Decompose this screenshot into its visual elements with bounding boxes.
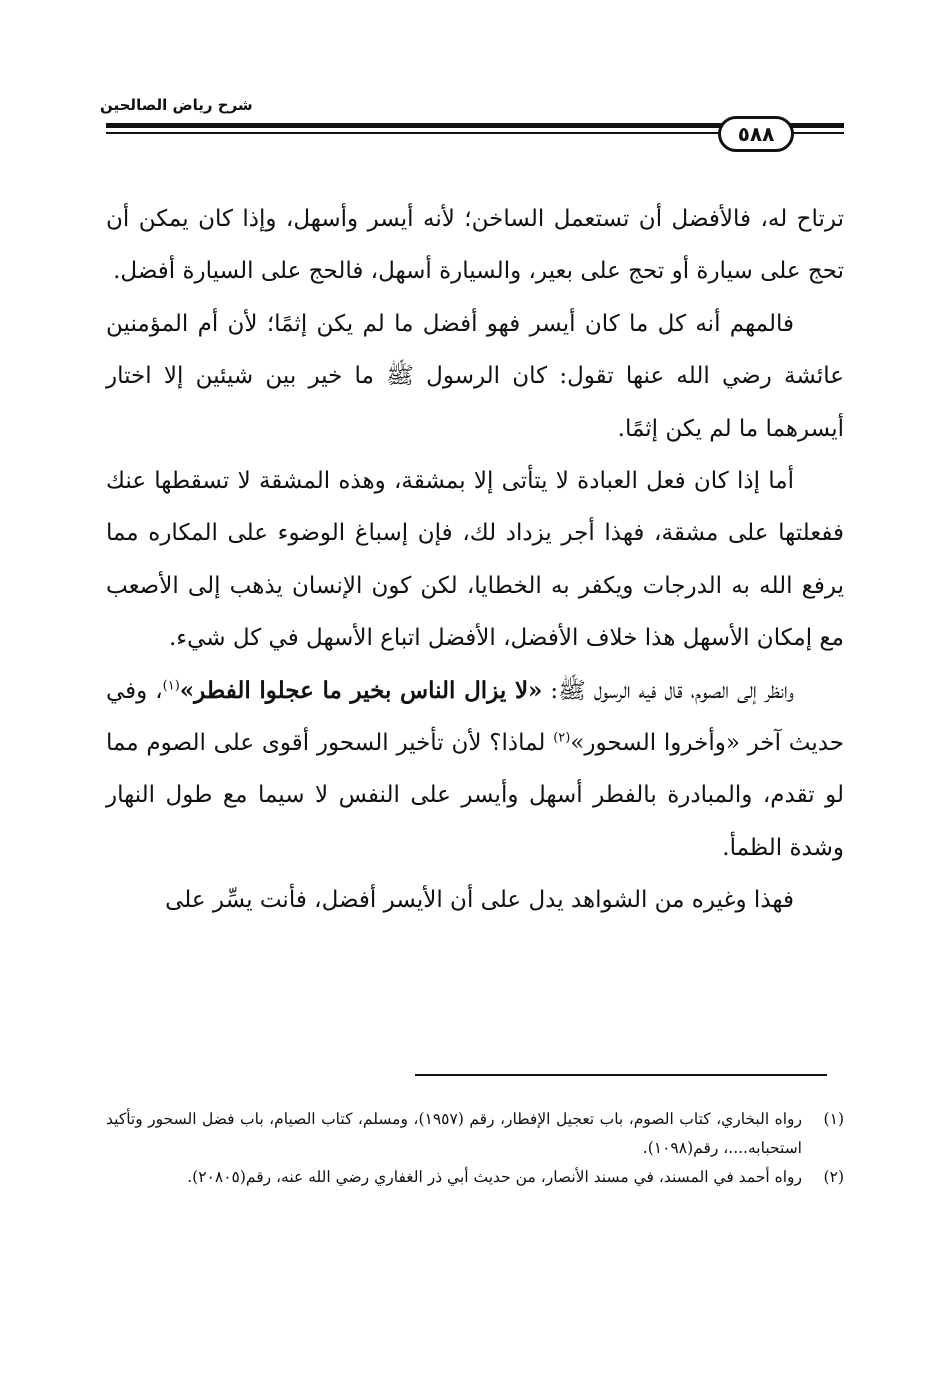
header-rule-left-thin: [106, 132, 724, 134]
main-text: [106, 193, 844, 927]
footnote-ref-1[interactable]: (١): [162, 678, 180, 693]
paragraph-4-rest: لماذا؟ لأن تأخير السحور أقوى على الصوم مما لو تقدم، والمبادرة بالفطر أسهل وأيسر على النفس لا سيما مع طول النهار وشدة الظمأ.: [106, 730, 844, 861]
paragraph-5: فهذا وغيره من الشواهد يدل على أن الأيسر أفضل، فأنت يسِّر على: [165, 887, 794, 914]
paragraph-4-intro: وانظر إلى الصوم، قال فيه الرسول ﷺ:: [542, 677, 794, 704]
paragraph-1: ترتاح له، فالأفضل أن تستعمل الساخن؛ لأنه أيسر وأسهل، وإذا كان يمكن أن تحج على سيارة أو تحج على بعير، والسيارة أسهل، فالحج على السيارة أفضل.: [106, 206, 844, 285]
footnote-2-number: (٢): [823, 1168, 844, 1186]
page-number: ٥٨٨: [718, 116, 794, 152]
book-title: شرح رياض الصالحين: [100, 96, 253, 114]
footnote-1-text: رواه البخاري، كتاب الصوم، باب تعجيل الإفطار، رقم (١٩٥٧)، ومسلم، كتاب الصيام، باب فضل السحور وتأكيد استحبابه....، رقم(١٠٩٨).: [106, 1110, 802, 1157]
header-rule-right: [788, 123, 844, 128]
paragraph-3: أما إذا كان فعل العبادة لا يتأتى إلا بمشقة، وهذه المشقة لا تسقطها عنك ففعلتها على مشقة، فهذا أجر يزداد لك، فإن إسباغ الوضوء على المكاره مما يرفع الله به الدرجات ويكفر به الخطايا، لكن كون الإنسان يذهب إلى الأصعب مع إمكان الأسهل هذا خلاف الأفضل، الأفضل اتباع الأسهل في كل شيء.: [106, 468, 844, 652]
footnote-2: [106, 1163, 844, 1192]
paragraph-4-mid: ، وفي حديث آخر: [106, 677, 845, 757]
paragraph-4: [106, 665, 844, 875]
footnote-2-text: رواه أحمد في المسند، في مسند الأنصار، من حديث أبي ذر الغفاري رضي الله عنه، رقم(٢٠٨٠٥).: [187, 1168, 802, 1186]
footnote-1: [106, 1105, 844, 1163]
header-rule-left: [106, 123, 724, 128]
footnote-separator: [415, 1074, 827, 1076]
footnote-1-number: (١): [823, 1110, 844, 1128]
hadith-quote-1: «لا يزال الناس بخير ما عجلوا الفطر»: [179, 676, 543, 704]
footnote-ref-2[interactable]: (٢): [553, 730, 571, 746]
hadith-quote-2: «وأخروا السحور»: [570, 730, 740, 757]
footnotes: [106, 1105, 844, 1192]
header-rule-right-thin: [788, 132, 844, 134]
paragraph-2: فالمهم أنه كل ما كان أيسر فهو أفضل ما لم يكن إثمًا؛ لأن أم المؤمنين عائشة رضي الله عنها تقول: كان الرسول ﷺ ما خير بين شيئين إلا اختار أيسرهما ما لم يكن إثمًا.: [106, 310, 844, 442]
